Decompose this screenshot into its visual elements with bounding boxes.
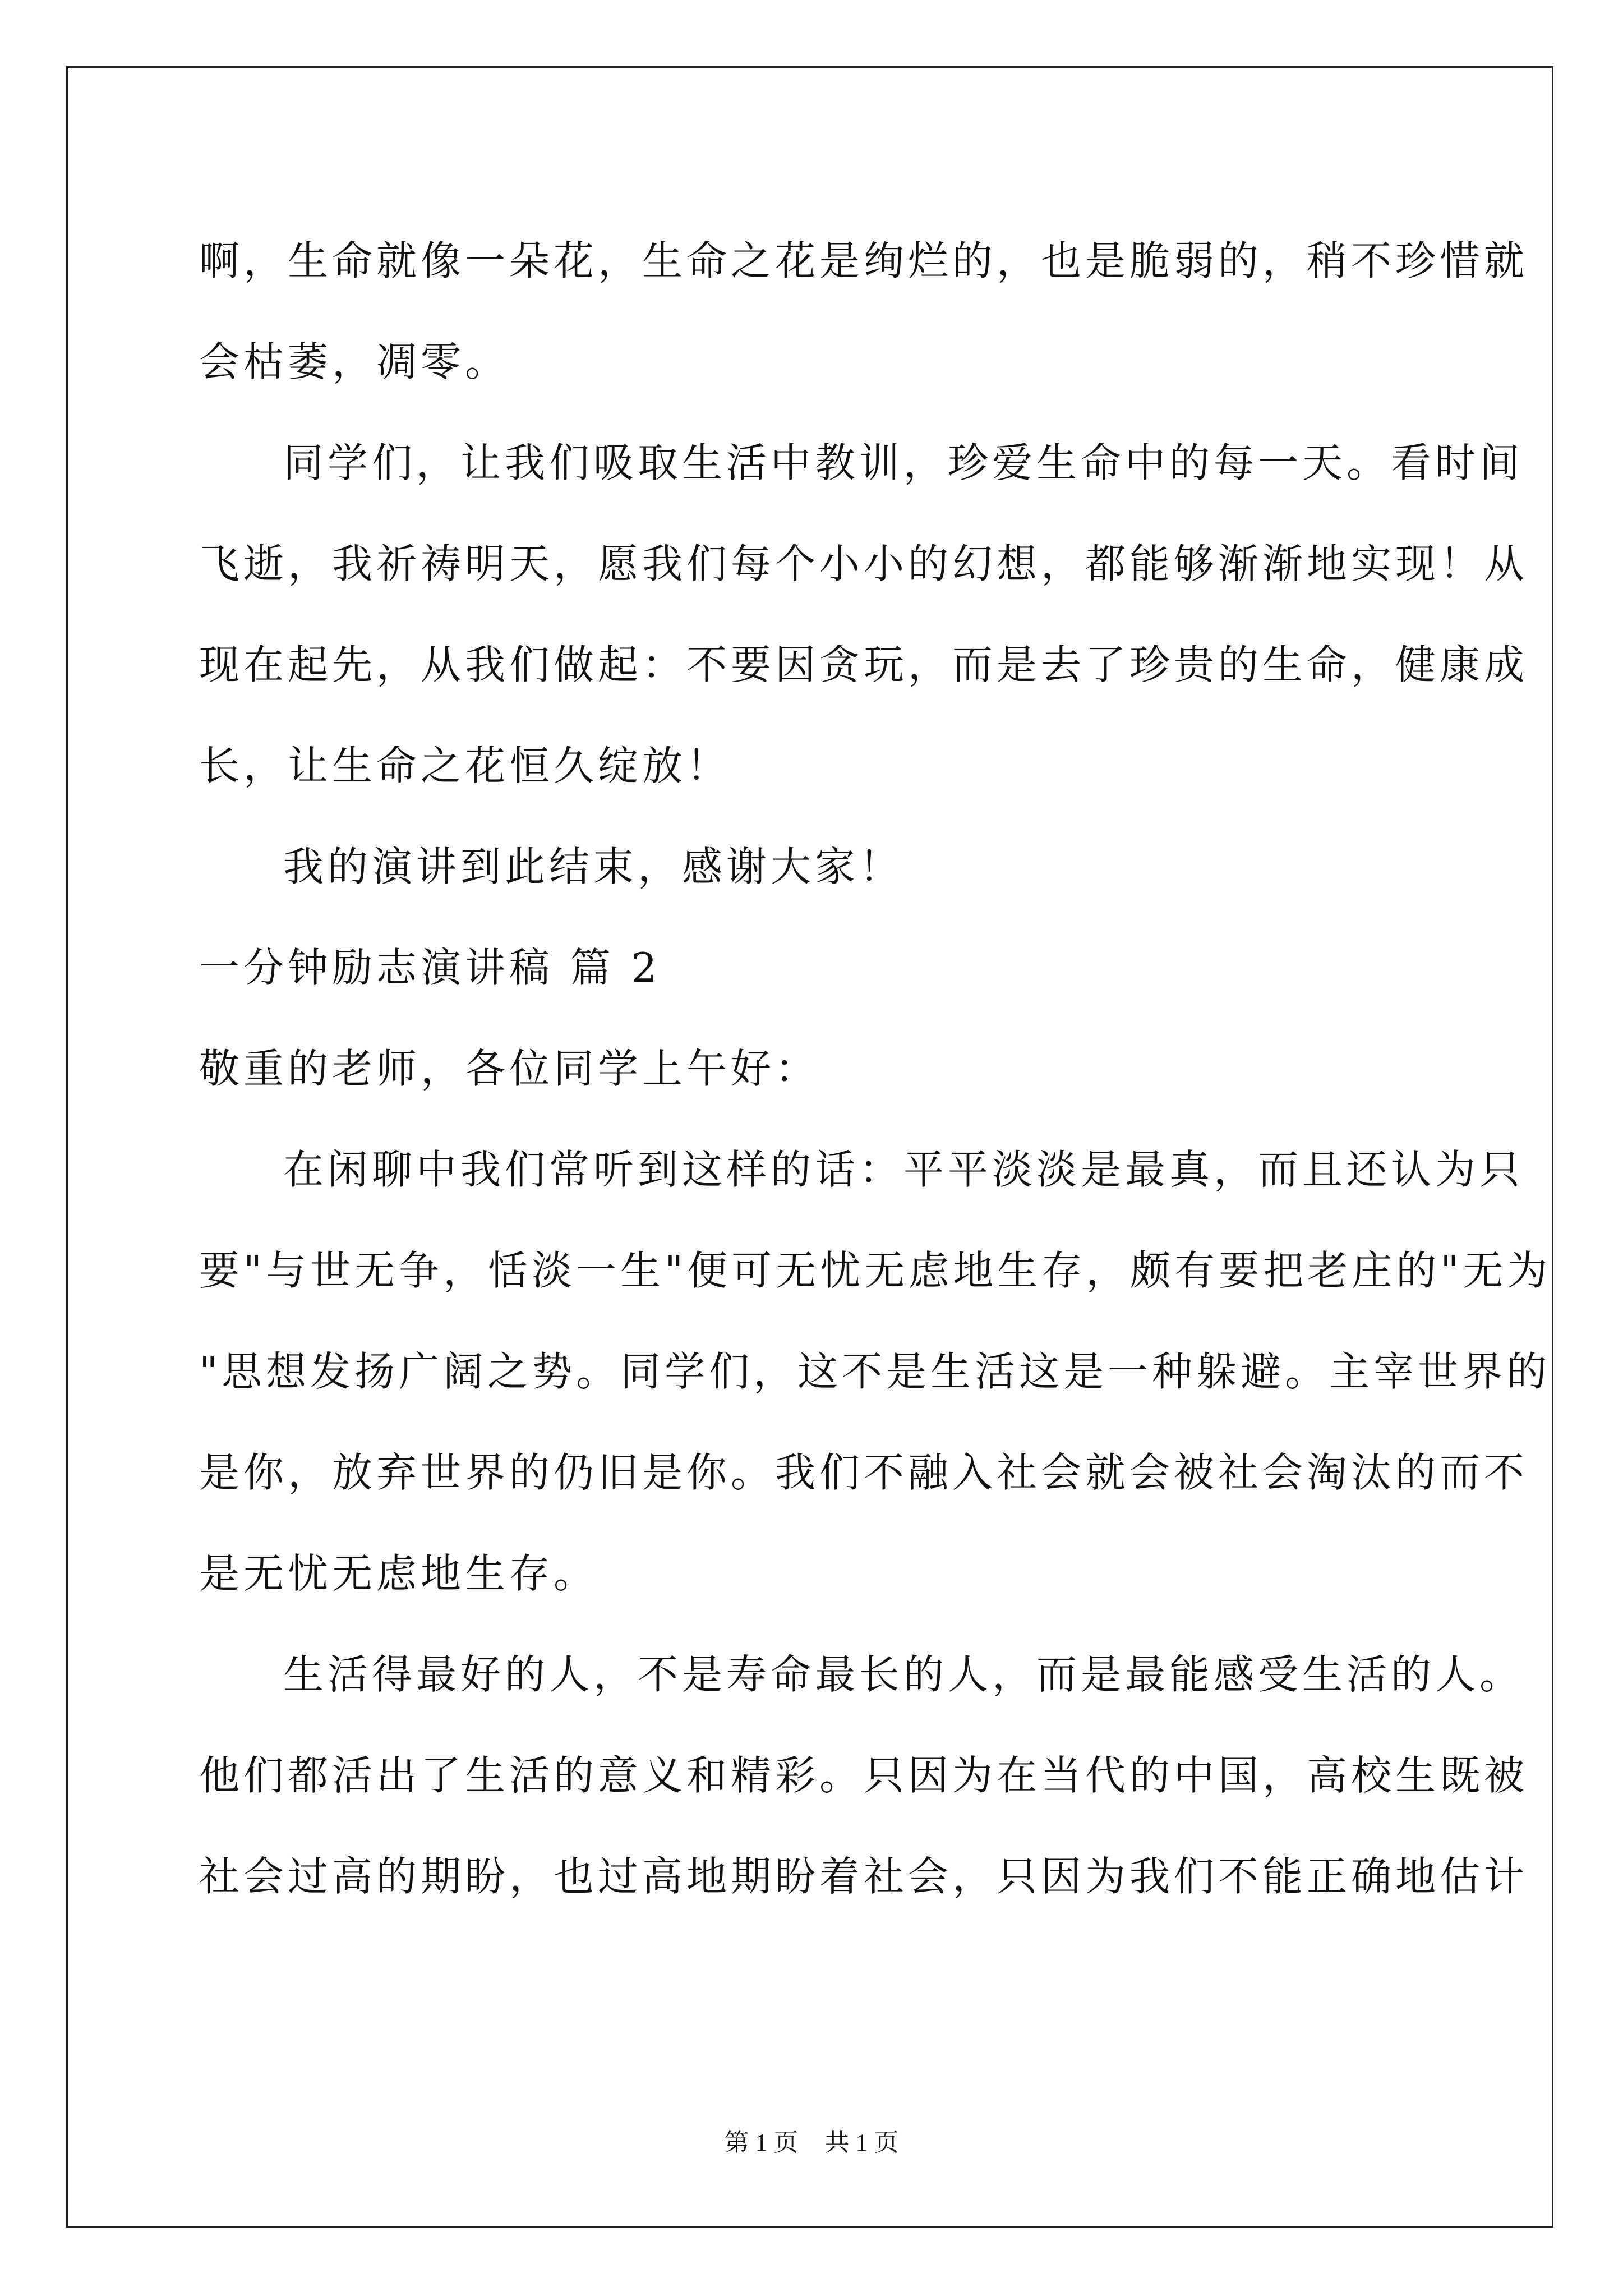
paragraph-line: 要"与世无争，恬淡一生"便可无忧无虑地生存，颇有要把老庄的"无为 [199,1247,1552,1294]
paragraph-line: 飞逝，我祈祷明天，愿我们每个小小的幻想，都能够渐渐地实现！从 [199,540,1529,587]
paragraph-line: 是你，放弃世界的仍旧是你。我们不融入社会就会被社会淘汰的而不 [199,1449,1529,1496]
page-number: 第 1 页 [724,2129,799,2156]
paragraph-line: 我的演讲到此结束，感谢大家！ [283,843,904,890]
paragraph-line: 是无忧无虑地生存。 [199,1550,598,1597]
paragraph-line: 现在起先，从我们做起：不要因贪玩，而是去了珍贵的生命，健康成 [199,641,1529,688]
paragraph-line: 会枯萎，凋零。 [199,338,510,385]
paragraph-line: 社会过高的期盼，也过高地期盼着社会，只因为我们不能正确地估计 [199,1853,1529,1900]
page-footer [0,2126,1623,2160]
paragraph-line: 长，让生命之花恒久绽放！ [199,742,731,789]
paragraph-line: 他们都活出了生活的意义和精彩。只因为在当代的中国，高校生既被 [199,1752,1529,1799]
document-body [199,210,1552,1927]
paragraph-line: 生活得最好的人，不是寿命最长的人，而是最能感受生活的人。 [283,1651,1524,1698]
paragraph-line: "思想发扬广阔之势。同学们，这不是生活这是一种躲避。主宰世界的 [199,1348,1551,1395]
page-count: 共 1 页 [824,2129,899,2156]
salutation: 敬重的老师，各位同学上午好： [199,1045,820,1092]
paragraph-line: 啊，生命就像一朵花，生命之花是绚烂的，也是脆弱的，稍不珍惜就 [199,237,1529,284]
paragraph-line: 在闲聊中我们常听到这样的话：平平淡淡是最真，而且还认为只 [283,1146,1524,1193]
paragraph-line: 同学们，让我们吸取生活中教训，珍爱生命中的每一天。看时间 [283,439,1524,486]
section-heading: 一分钟励志演讲稿 篇 2 [199,944,661,991]
